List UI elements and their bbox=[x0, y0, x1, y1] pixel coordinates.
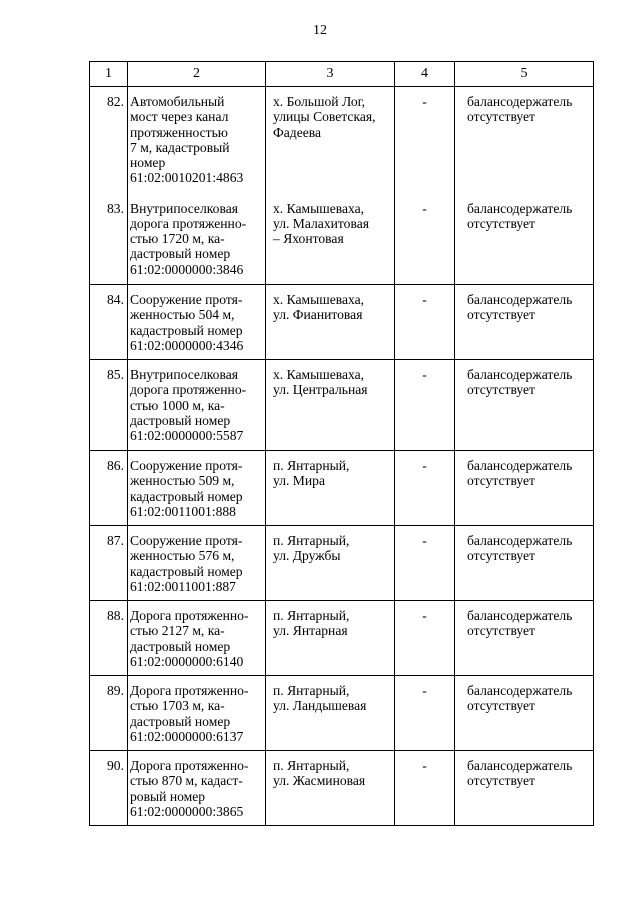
table-row bbox=[90, 526, 594, 601]
property-registry-table bbox=[89, 61, 594, 826]
table-row bbox=[90, 601, 594, 676]
column-header-5: 5 bbox=[455, 62, 594, 87]
rights-value: - bbox=[422, 94, 427, 109]
object-name: Автомобильный мост через канал протяженностью 7 м, кадастровый номер 61:02:0010201:4863 bbox=[130, 94, 244, 186]
object-address: х. Камышеваха, ул. Малахитовая – Яхонтовая bbox=[273, 200, 369, 247]
rights-value: - bbox=[422, 367, 427, 382]
column-header-3: 3 bbox=[266, 62, 395, 87]
row-number: 89. bbox=[107, 683, 124, 698]
balance-holder: балансодержатель отсутствует bbox=[467, 200, 573, 231]
row-number: 84. bbox=[107, 292, 124, 307]
table-row bbox=[90, 194, 594, 285]
object-address: п. Янтарный, ул. Жасминовая bbox=[273, 758, 366, 789]
object-address: х. Большой Лог, улицы Советская, Фадеева bbox=[273, 94, 376, 140]
object-address: п. Янтарный, ул. Ландышевая bbox=[273, 683, 367, 714]
row-number: 83. bbox=[107, 200, 124, 216]
object-name: Внутрипоселковая дорога протяженно- стью 1720 м, ка- дастровый номер 61:02:0000000:3846 bbox=[130, 200, 247, 277]
object-name: Внутрипоселковая дорога протяженно- стью 1000 м, ка- дастровый номер 61:02:0000000:5587 bbox=[130, 367, 247, 444]
table-row bbox=[90, 451, 594, 526]
rights-value: - bbox=[422, 458, 427, 473]
object-address: х. Камышеваха, ул. Центральная bbox=[273, 367, 368, 398]
rights-value: - bbox=[422, 533, 427, 548]
object-name: Дорога протяженно- стью 870 м, кадаст- ровый номер 61:02:0000000:3865 bbox=[130, 758, 249, 819]
table-row bbox=[90, 360, 594, 451]
object-address: п. Янтарный, ул. Янтарная bbox=[273, 608, 350, 639]
rights-value: - bbox=[422, 292, 427, 307]
object-address: х. Камышеваха, ул. Фианитовая bbox=[273, 292, 365, 323]
balance-holder: балансодержатель отсутствует bbox=[467, 533, 573, 564]
object-name: Сооружение протя- женностью 509 м, кадастровый номер 61:02:0011001:888 bbox=[130, 458, 243, 519]
table-row bbox=[90, 87, 594, 194]
row-number: 86. bbox=[107, 458, 124, 473]
column-header-4: 4 bbox=[395, 62, 455, 87]
balance-holder: балансодержатель отсутствует bbox=[467, 758, 573, 789]
balance-holder: балансодержатель отсутствует bbox=[467, 608, 573, 639]
balance-holder: балансодержатель отсутствует bbox=[467, 94, 573, 125]
object-address: п. Янтарный, ул. Дружбы bbox=[273, 533, 350, 564]
balance-holder: балансодержатель отсутствует bbox=[467, 292, 573, 323]
table-row bbox=[90, 285, 594, 360]
row-number: 90. bbox=[107, 758, 124, 773]
rights-value: - bbox=[422, 608, 427, 623]
object-name: Дорога протяженно- стью 2127 м, ка- дастровый номер 61:02:0000000:6140 bbox=[130, 608, 249, 669]
row-number: 87. bbox=[107, 533, 124, 548]
object-name: Сооружение протя- женностью 504 м, кадастровый номер 61:02:0000000:4346 bbox=[130, 292, 244, 353]
row-number: 82. bbox=[107, 94, 124, 109]
object-name: Дорога протяженно- стью 1703 м, ка- дастровый номер 61:02:0000000:6137 bbox=[130, 683, 249, 744]
object-name: Сооружение протя- женностью 576 м, кадастровый номер 61:02:0011001:887 bbox=[130, 533, 243, 594]
rights-value: - bbox=[422, 683, 427, 698]
balance-holder: балансодержатель отсутствует bbox=[467, 683, 573, 714]
rights-value: - bbox=[422, 758, 427, 773]
row-number: 85. bbox=[107, 367, 124, 382]
page-number: 12 bbox=[313, 23, 327, 38]
table-row bbox=[90, 751, 594, 826]
balance-holder: балансодержатель отсутствует bbox=[467, 367, 573, 398]
column-header-1: 1 bbox=[90, 62, 128, 87]
column-header-2: 2 bbox=[128, 62, 266, 87]
rights-value: - bbox=[422, 200, 427, 216]
balance-holder: балансодержатель отсутствует bbox=[467, 458, 573, 489]
table-row bbox=[90, 676, 594, 751]
row-number: 88. bbox=[107, 608, 124, 623]
table-header-row bbox=[90, 62, 594, 87]
object-address: п. Янтарный, ул. Мира bbox=[273, 458, 350, 489]
